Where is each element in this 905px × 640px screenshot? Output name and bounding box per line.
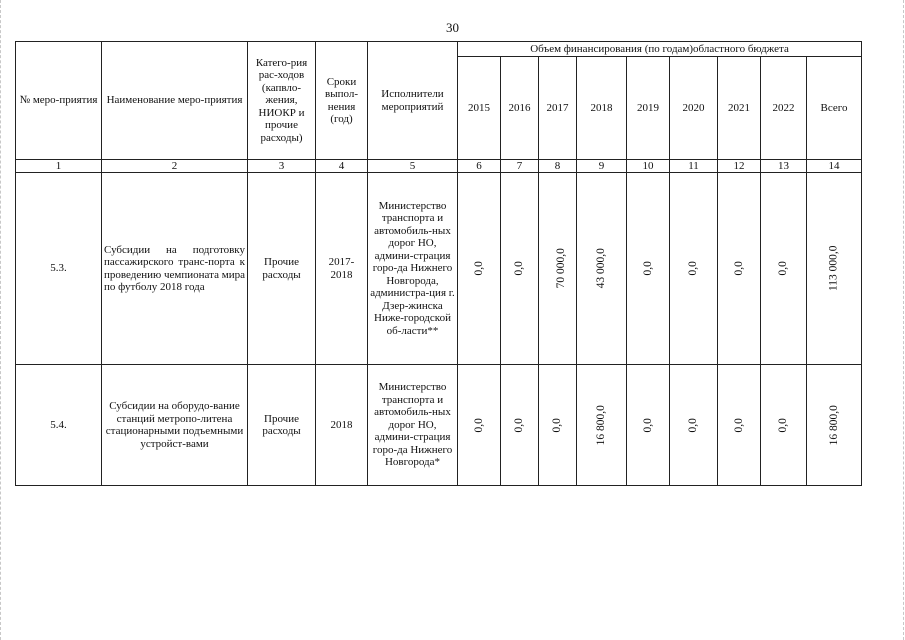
- value-cell: [670, 365, 718, 486]
- value-cell: [627, 365, 670, 486]
- value-text: 0,0: [472, 417, 485, 433]
- expense-category: Прочие расходы: [248, 365, 316, 486]
- value-cell: [718, 365, 761, 486]
- value-text: 16 800,0: [595, 404, 608, 446]
- activity-name: Субсидии на подготовку пассажирского транс-порта к проведению чемпионата мира по футболу 2018 года: [102, 173, 248, 365]
- total-text: 16 800,0: [827, 404, 840, 446]
- value-cell: [761, 365, 807, 486]
- total-cell: [807, 173, 862, 365]
- value-cell: [501, 365, 539, 486]
- value-cell: [539, 173, 577, 365]
- column-number: 1: [16, 160, 102, 173]
- value-text: 70 000,0: [554, 248, 567, 289]
- value-text: 0,0: [777, 261, 790, 276]
- header-year: 2022: [761, 57, 807, 160]
- column-number: 11: [670, 160, 718, 173]
- value-cell: [539, 365, 577, 486]
- value-cell: [577, 365, 627, 486]
- header-executors: Исполнители мероприятий: [368, 42, 458, 160]
- value-cell: [718, 173, 761, 365]
- column-number: 9: [577, 160, 627, 173]
- value-cell: [761, 173, 807, 365]
- activity-number: 5.3.: [16, 173, 102, 365]
- table-row: [16, 365, 862, 486]
- scan-edge-left: [0, 0, 1, 640]
- column-number: 10: [627, 160, 670, 173]
- column-number: 5: [368, 160, 458, 173]
- value-cell: [627, 173, 670, 365]
- column-number: 3: [248, 160, 316, 173]
- executors: Министерство транспорта и автомобиль-ных дорог НО, админи-страция горо-да Нижнего Новгорода*: [368, 365, 458, 486]
- header-year: 2019: [627, 57, 670, 160]
- value-text: 0,0: [551, 417, 564, 433]
- header-num: № меро-приятия: [16, 42, 102, 160]
- header-terms: Сроки выпол-нения (год): [316, 42, 368, 160]
- column-number: 2: [102, 160, 248, 173]
- value-text: 0,0: [472, 261, 485, 276]
- page-number: 30: [446, 20, 459, 35]
- activity-name: Субсидии на оборудо-вание станций метропо-литена стационарными подъемными устройст-вами: [102, 365, 248, 486]
- value-cell: [577, 173, 627, 365]
- header-year: 2017: [539, 57, 577, 160]
- column-number: 12: [718, 160, 761, 173]
- total-cell: [807, 365, 862, 486]
- header-year: 2018: [577, 57, 627, 160]
- value-cell: [458, 365, 501, 486]
- total-text: 113 000,0: [827, 245, 840, 292]
- table-row: [16, 173, 862, 365]
- value-text: 0,0: [513, 261, 526, 276]
- header-financing: Объем финансирования (по годам)областного бюджета: [458, 42, 862, 57]
- value-text: 0,0: [687, 417, 700, 433]
- column-number-row: [16, 160, 862, 173]
- header-category: Катего-рия рас-ходов (капвло-жения, НИОКР и прочие расходы): [248, 42, 316, 160]
- column-number: 8: [539, 160, 577, 173]
- header-year: 2020: [670, 57, 718, 160]
- header-row-top: [16, 42, 862, 57]
- value-cell: [670, 173, 718, 365]
- column-number: 14: [807, 160, 862, 173]
- value-text: 0,0: [687, 261, 700, 276]
- column-number: 13: [761, 160, 807, 173]
- column-number: 4: [316, 160, 368, 173]
- column-number: 7: [501, 160, 539, 173]
- activity-number: 5.4.: [16, 365, 102, 486]
- value-text: 0,0: [732, 261, 745, 276]
- value-text: 0,0: [777, 417, 790, 433]
- header-year: 2016: [501, 57, 539, 160]
- header-year: 2021: [718, 57, 761, 160]
- column-number: 6: [458, 160, 501, 173]
- value-cell: [501, 173, 539, 365]
- value-text: 43 000,0: [595, 248, 608, 289]
- execution-terms: 2017-2018: [316, 173, 368, 365]
- financing-table: [15, 41, 862, 486]
- executors: Министерство транспорта и автомобиль-ных дорог НО, админи-страция горо-да Нижнего Новгорода, администра-ция г. Дзер-жинска Ниже-городской об-ласти**: [368, 173, 458, 365]
- header-total: Всего: [807, 57, 862, 160]
- expense-category: Прочие расходы: [248, 173, 316, 365]
- header-name: Наименование меро-приятия: [102, 42, 248, 160]
- value-text: 0,0: [513, 417, 526, 433]
- value-text: 0,0: [641, 261, 654, 276]
- value-cell: [458, 173, 501, 365]
- value-text: 0,0: [732, 417, 745, 433]
- scan-edge-right: [903, 0, 904, 640]
- execution-terms: 2018: [316, 365, 368, 486]
- header-year: 2015: [458, 57, 501, 160]
- value-text: 0,0: [641, 417, 654, 433]
